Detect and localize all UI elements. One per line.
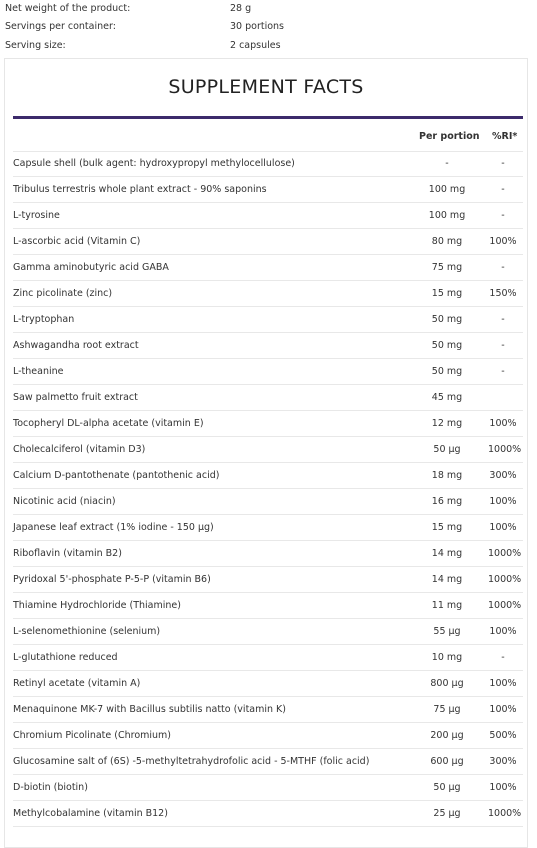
portion-amount: 50 µg [433, 782, 461, 793]
table-row [13, 333, 523, 359]
table-row [13, 307, 523, 333]
table-row [13, 489, 523, 515]
ingredient-name: Nicotinic acid (niacin) [13, 496, 116, 507]
table-row [13, 619, 523, 645]
ingredient-name: Zinc picolinate (zinc) [13, 288, 113, 299]
ingredient-name: L-glutathione reduced [13, 652, 118, 663]
portion-amount: 16 mg [431, 496, 463, 507]
ingredient-name: Saw palmetto fruit extract [13, 392, 138, 403]
ri-value: 100% [489, 418, 517, 429]
ingredient-name: Riboflavin (vitamin B2) [13, 548, 122, 559]
table-row [13, 645, 523, 671]
table-row [13, 177, 523, 203]
supplement-facts-panel [4, 58, 528, 848]
ri-value: 100% [489, 626, 517, 637]
ri-value: 100% [489, 236, 517, 247]
ingredient-name: L-theanine [13, 366, 64, 377]
table-row [13, 775, 523, 801]
ingredient-name: D-biotin (biotin) [13, 782, 88, 793]
ingredient-name: Methylcobalamine (vitamin B12) [13, 808, 168, 819]
table-row [13, 515, 523, 541]
facts-table-body [13, 151, 523, 827]
table-row [13, 463, 523, 489]
ingredient-name: L-tyrosine [13, 210, 60, 221]
ri-value: 100% [489, 678, 517, 689]
ri-value: 1000% [488, 444, 522, 455]
portion-amount: 80 mg [431, 236, 463, 247]
ingredient-name: Chromium Picolinate (Chromium) [13, 730, 172, 741]
ingredient-name: Pyridoxal 5'-phosphate P-5-P (vitamin B6) [13, 574, 211, 585]
ri-value: - [501, 314, 505, 325]
portion-amount: 50 mg [431, 366, 463, 377]
portion-amount: 800 µg [430, 678, 464, 689]
ingredient-name: Tocopheryl DL-alpha acetate (vitamin E) [13, 418, 204, 429]
ri-value: 1000% [488, 548, 522, 559]
table-row [13, 411, 523, 437]
ri-value: 150% [489, 288, 517, 299]
ingredient-name: Glucosamine salt of (6S) -5-methyltetrahydrofolic acid - 5-MTHF (folic acid) [13, 756, 370, 767]
ingredient-name: Cholecalciferol (vitamin D3) [13, 444, 146, 455]
portion-amount: 11 mg [431, 600, 463, 611]
table-row [13, 749, 523, 775]
ri-value: 300% [489, 756, 517, 767]
ingredient-name: L-ascorbic acid (Vitamin C) [13, 236, 141, 247]
ri-value: 100% [489, 522, 517, 533]
portion-amount: 600 µg [430, 756, 464, 767]
ingredient-name: Gamma aminobutyric acid GABA [13, 262, 169, 273]
ri-header: %RI* [492, 131, 518, 142]
ri-value: 100% [489, 782, 517, 793]
ri-value: - [501, 262, 505, 273]
portion-amount: 14 mg [431, 548, 463, 559]
portion-amount: 100 mg [428, 184, 466, 195]
portion-amount: 75 mg [431, 262, 463, 273]
portion-amount: 55 µg [433, 626, 461, 637]
table-row [13, 385, 523, 411]
ingredient-name: Tribulus terrestris whole plant extract - 90% saponins [13, 184, 267, 195]
serving-size-value: 2 capsules [230, 40, 281, 51]
ri-value: - [501, 158, 505, 169]
ri-value: 100% [489, 704, 517, 715]
ri-value: - [501, 184, 505, 195]
ingredient-name: Thiamine Hydrochloride (Thiamine) [13, 600, 181, 611]
table-row [13, 801, 523, 827]
ri-value: 100% [489, 496, 517, 507]
ri-value: - [501, 210, 505, 221]
portion-amount: 25 µg [433, 808, 461, 819]
table-row [13, 541, 523, 567]
servings-label: Servings per container: [5, 21, 116, 32]
ri-value: - [501, 366, 505, 377]
table-row [13, 255, 523, 281]
portion-amount: 50 µg [433, 444, 461, 455]
portion-amount: 15 mg [431, 522, 463, 533]
table-row [13, 697, 523, 723]
table-header [13, 119, 523, 152]
ri-value: 500% [489, 730, 517, 741]
portion-amount: 15 mg [431, 288, 463, 299]
portion-amount: - [445, 158, 449, 169]
table-row [13, 593, 523, 619]
portion-amount: 45 mg [431, 392, 463, 403]
portion-amount: 12 mg [431, 418, 463, 429]
table-row [13, 151, 523, 177]
per-portion-header: Per portion [419, 131, 480, 142]
portion-amount: 100 mg [428, 210, 466, 221]
ingredient-name: L-selenomethionine (selenium) [13, 626, 161, 637]
supplement-facts-title: SUPPLEMENT FACTS [168, 76, 364, 98]
portion-amount: 18 mg [431, 470, 463, 481]
table-row [13, 723, 523, 749]
ri-value: 1000% [488, 808, 522, 819]
ri-value: 1000% [488, 600, 522, 611]
serving-size-label: Serving size: [5, 40, 66, 51]
ingredient-name: Calcium D-pantothenate (pantothenic acid) [13, 470, 220, 481]
net-weight-label: Net weight of the product: [5, 3, 131, 14]
table-row [13, 671, 523, 697]
table-row [13, 437, 523, 463]
table-row [13, 203, 523, 229]
ingredient-name: Menaquinone MK-7 with Bacillus subtilis natto (vitamin K) [13, 704, 286, 715]
ingredient-name: Ashwagandha root extract [13, 340, 139, 351]
ri-value: 300% [489, 470, 517, 481]
portion-amount: 50 mg [431, 340, 463, 351]
table-row [13, 281, 523, 307]
ingredient-name: Retinyl acetate (vitamin A) [13, 678, 141, 689]
ingredient-name: L-tryptophan [13, 314, 75, 325]
ri-value: - [501, 652, 505, 663]
portion-amount: 75 µg [433, 704, 461, 715]
portion-amount: 200 µg [430, 730, 464, 741]
table-row [13, 359, 523, 385]
servings-value: 30 portions [230, 21, 285, 32]
ingredient-name: Capsule shell (bulk agent: hydroxypropyl methylocellulose) [13, 158, 295, 169]
net-weight-value: 28 g [230, 3, 252, 14]
table-row [13, 229, 523, 255]
portion-amount: 50 mg [431, 314, 463, 325]
portion-amount: 14 mg [431, 574, 463, 585]
ri-value: 1000% [488, 574, 522, 585]
ri-value: - [501, 340, 505, 351]
ingredient-name: Japanese leaf extract (1% iodine - 150 µg) [13, 522, 214, 533]
portion-amount: 10 mg [431, 652, 463, 663]
table-row [13, 567, 523, 593]
